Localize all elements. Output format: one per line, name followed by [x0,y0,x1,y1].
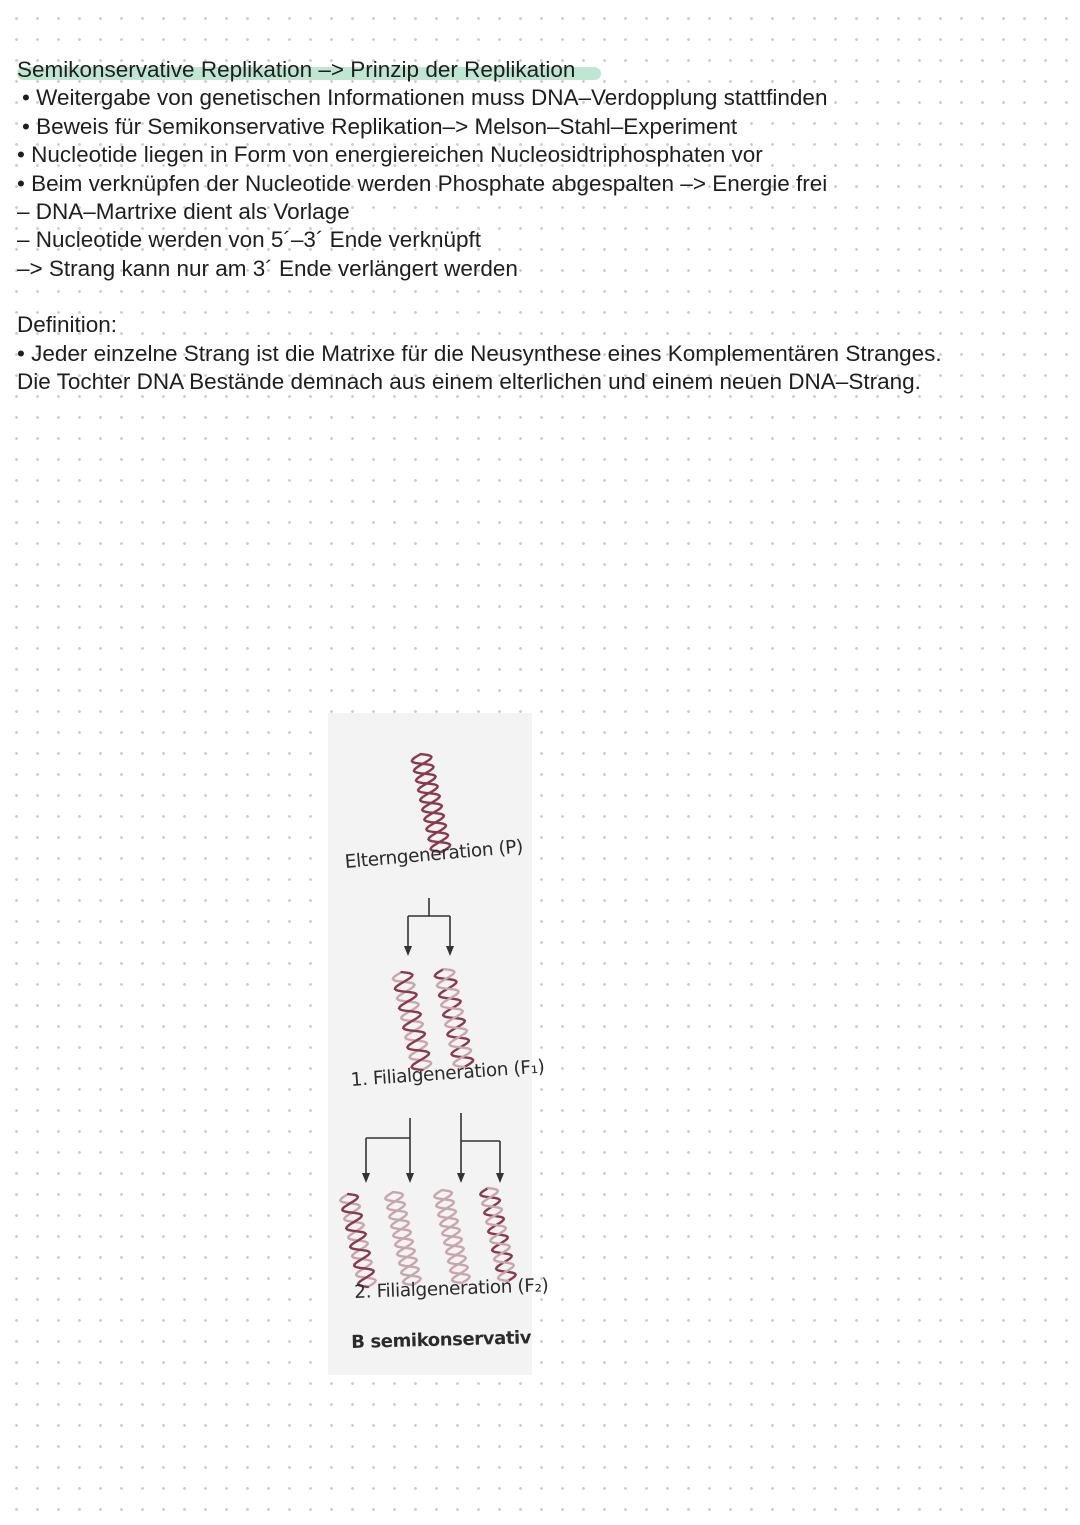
helix-f1-right [434,967,474,1069]
helix-f2-1 [339,1192,376,1289]
definition-text: • Jeder einzelne Strang ist die Matrixe für die Neusynthese eines Komplementären Stranges. Die Tochter DNA Bestände demnach aus einem elterlichen und einem neuen DNA–Strang. [17,340,942,395]
label-second-filial-generation: 2. Filialgeneration (F₂) [354,1275,549,1303]
notes-text [17,56,1057,396]
bullet-beweis: • Beweis für Semikonservative Replikation–> Melson–Stahl–Experiment [22,113,738,139]
arrowheads-f1 [404,946,454,956]
figure-caption: B semikonservativ [351,1327,532,1353]
bullet-nucleotide-form: • Nucleotide liegen in Form von energiereichen Nucleosidtriphosphaten vor [17,142,763,168]
dash-verknuepft: – Nucleotide werden von 5´–3´ Ende verknüpft [17,227,482,253]
helix-f2-4 [479,1186,516,1283]
helix-f2-3 [433,1188,470,1285]
helix-parent [411,752,451,854]
dash-matrixe: – DNA–Martrixe dient als Vorlage [17,199,350,225]
helix-f2-2 [384,1190,421,1287]
arrows-to-f1 [408,898,450,948]
helix-f1-left [392,970,432,1072]
bullet-weitergabe: • Weitergabe von genetischen Informationen muss DNA–Verdopplung stattfinden [22,85,828,111]
bullet-phosphate: • Beim verknüpfen der Nucleotide werden Phosphate abgespalten –> Energie frei [17,170,828,196]
replication-diagram [328,713,532,1375]
replication-figure [328,713,549,1375]
arrowheads-f2 [362,1173,504,1183]
notes-heading: Semikonservative Replikation –> Prinzip der Replikation [17,56,575,84]
definition-label: Definition: [17,312,118,338]
label-parent-generation: Elterngeneration (P) [344,836,524,873]
arrows-to-f2 [366,1113,500,1175]
label-first-filial-generation: 1. Filialgeneration (F₁) [350,1056,546,1091]
arrow-strang: –> Strang kann nur am 3´ Ende verlängert werden [17,255,518,281]
